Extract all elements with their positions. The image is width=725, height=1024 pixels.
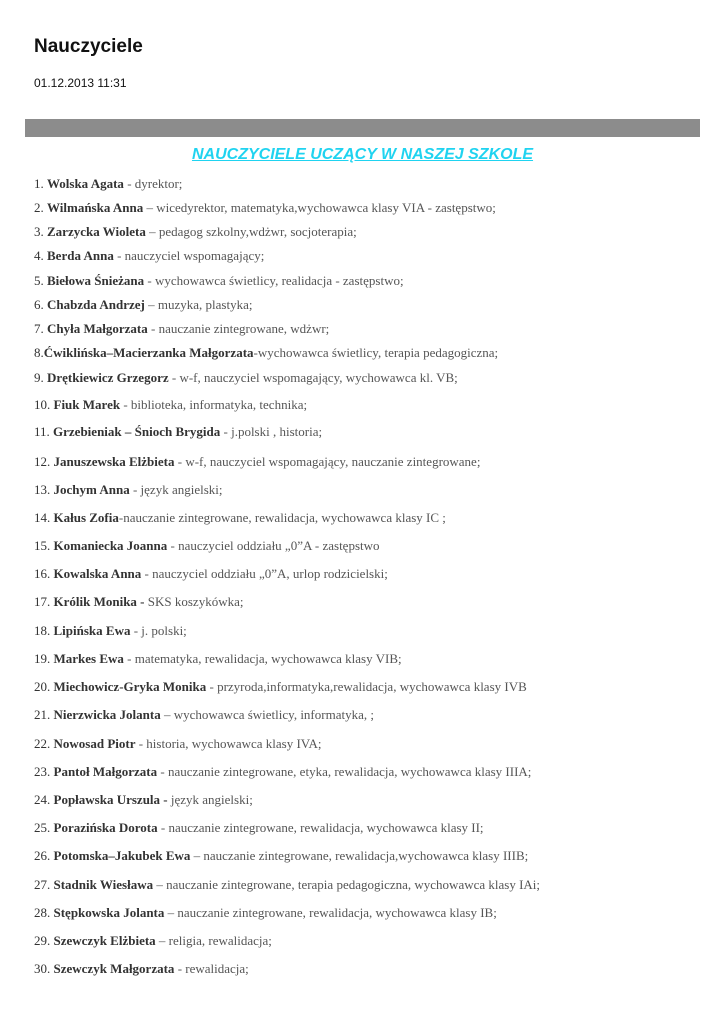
teacher-role: - wychowawca świetlicy, realidacja - zastępstwo; xyxy=(144,273,404,288)
teacher-role: – pedagog szkolny,wdżwr, socjoterapia; xyxy=(145,224,357,239)
teacher-role: - nauczyciel wspomagający; xyxy=(113,248,265,263)
list-item xyxy=(34,176,182,192)
teacher-name: Biełowa Śnieżana xyxy=(47,273,145,288)
teacher-role: – nauczanie zintegrowane, terapia pedagogiczna, wychowawca klasy IAi; xyxy=(153,877,541,892)
teacher-name: Wolska Agata xyxy=(47,176,124,191)
teacher-name: Kowalska Anna xyxy=(53,566,142,581)
teacher-role: – nauczanie zintegrowane, rewalidacja,wychowawca klasy IIIB; xyxy=(190,848,529,863)
list-item xyxy=(34,345,498,361)
teacher-role: - j. polski; xyxy=(130,623,187,638)
teacher-name: Chyła Małgorzata xyxy=(47,321,148,336)
list-item xyxy=(34,424,322,440)
teacher-number: 9. xyxy=(34,370,47,385)
list-item xyxy=(34,273,404,289)
teacher-number: 3. xyxy=(34,224,47,239)
teacher-name: Szewczyk Elżbieta xyxy=(53,933,156,948)
list-item xyxy=(34,707,374,723)
teacher-number: 5. xyxy=(34,273,47,288)
teacher-role: - przyroda,informatyka,rewalidacja, wychowawca klasy IVB xyxy=(206,679,527,694)
teacher-number: 21. xyxy=(34,707,54,722)
teacher-name: Stadnik Wiesława xyxy=(53,877,154,892)
list-item xyxy=(34,623,187,639)
teacher-name: Berda Anna xyxy=(47,248,114,263)
teacher-name: Komaniecka Joanna xyxy=(53,538,168,553)
teacher-role: - nauczyciel oddziału „0”A, urlop rodzicielski; xyxy=(141,566,388,581)
teacher-role: – religia, rewalidacja; xyxy=(155,933,272,948)
list-item xyxy=(34,248,264,264)
teacher-role: SKS koszykówka; xyxy=(144,594,244,609)
teacher-name: Wilmańska Anna xyxy=(47,200,144,215)
teacher-name: Nowosad Piotr xyxy=(53,736,136,751)
teacher-role: - historia, wychowawca klasy IVA; xyxy=(135,736,322,751)
teacher-number: 29. xyxy=(34,933,54,948)
teacher-name: Januszewska Elżbieta xyxy=(53,454,175,469)
teacher-number: 15. xyxy=(34,538,54,553)
teacher-name: Kałus Zofia xyxy=(53,510,119,525)
teacher-number: 30. xyxy=(34,961,54,976)
list-item xyxy=(34,848,528,864)
teacher-number: 24. xyxy=(34,792,54,807)
list-item xyxy=(34,679,527,695)
list-item xyxy=(34,594,243,610)
teacher-name: Zarzycka Wioleta xyxy=(47,224,146,239)
list-item xyxy=(34,764,531,780)
teacher-number: 8. xyxy=(34,345,44,360)
teacher-role: - rewalidacja; xyxy=(174,961,249,976)
teacher-name: Lipińska Ewa xyxy=(53,623,131,638)
teacher-name: Markes Ewa xyxy=(53,651,124,666)
teacher-number: 20. xyxy=(34,679,54,694)
teacher-role: - matematyka, rewalidacja, wychowawca klasy VIB; xyxy=(123,651,402,666)
teacher-number: 14. xyxy=(34,510,54,525)
teacher-number: 28. xyxy=(34,905,54,920)
list-item xyxy=(34,566,388,582)
list-item xyxy=(34,510,446,526)
teacher-name: Potomska–Jakubek Ewa xyxy=(53,848,191,863)
list-item xyxy=(34,200,496,216)
teacher-name: Drętkiewicz Grzegorz xyxy=(47,370,169,385)
teacher-number: 1. xyxy=(34,176,47,191)
teacher-number: 6. xyxy=(34,297,47,312)
teacher-number: 23. xyxy=(34,764,54,779)
list-item xyxy=(34,538,380,554)
page-date: 01.12.2013 11:31 xyxy=(34,76,127,90)
teacher-role: - nauczanie zintegrowane, rewalidacja, wychowawca klasy II; xyxy=(157,820,484,835)
teacher-name: Stępkowska Jolanta xyxy=(53,905,165,920)
teacher-number: 12. xyxy=(34,454,54,469)
teacher-name: Grzebieniak – Śnioch Brygida xyxy=(53,424,221,439)
list-item xyxy=(34,933,272,949)
teacher-number: 10. xyxy=(34,397,54,412)
teacher-number: 26. xyxy=(34,848,54,863)
teacher-name: Miechowicz-Gryka Monika xyxy=(53,679,207,694)
teacher-number: 25. xyxy=(34,820,54,835)
teacher-name: Pantoł Małgorzata xyxy=(53,764,158,779)
list-item xyxy=(34,297,252,313)
teacher-role: - w-f, nauczyciel wspomagający, wychowawca kl. VB; xyxy=(168,370,458,385)
teacher-number: 16. xyxy=(34,566,54,581)
list-item xyxy=(34,482,223,498)
section-bar xyxy=(25,119,700,137)
teacher-role: - j.polski , historia; xyxy=(220,424,323,439)
list-item xyxy=(34,454,480,470)
teacher-role: -nauczanie zintegrowane, rewalidacja, wychowawca klasy IC ; xyxy=(118,510,446,525)
section-heading: NAUCZYCIELE UCZĄCY W NASZEJ SZKOLE xyxy=(191,146,534,163)
teacher-role: - w-f, nauczyciel wspomagający, nauczanie zintegrowane; xyxy=(174,454,481,469)
list-item xyxy=(34,905,497,921)
teacher-name: Popławska Urszula - xyxy=(53,792,168,807)
teacher-role: -wychowawca świetlicy, terapia pedagogiczna; xyxy=(253,345,499,360)
teacher-number: 18. xyxy=(34,623,54,638)
list-item xyxy=(34,961,249,977)
list-item xyxy=(34,792,253,808)
teacher-number: 19. xyxy=(34,651,54,666)
list-item xyxy=(34,651,402,667)
list-item xyxy=(34,321,329,337)
teacher-name: Porazińska Dorota xyxy=(53,820,158,835)
list-item xyxy=(34,224,357,240)
page-title: Nauczyciele xyxy=(34,36,143,57)
list-item xyxy=(34,397,307,413)
teacher-name: Szewczyk Małgorzata xyxy=(53,961,175,976)
teacher-role: – wicedyrektor, matematyka,wychowawca klasy VIA - zastępstwo; xyxy=(143,200,496,215)
teacher-role: - nauczanie zintegrowane, wdżwr; xyxy=(147,321,330,336)
teacher-name: Fiuk Marek xyxy=(53,397,121,412)
teacher-role: - nauczyciel oddziału „0”A - zastępstwo xyxy=(167,538,380,553)
teacher-number: 27. xyxy=(34,877,54,892)
list-item xyxy=(34,736,322,752)
teacher-role: - język angielski; xyxy=(129,482,223,497)
teacher-role: – muzyka, plastyka; xyxy=(144,297,253,312)
teacher-name: Królik Monika - xyxy=(53,594,145,609)
teacher-number: 7. xyxy=(34,321,47,336)
teacher-number: 22. xyxy=(34,736,54,751)
teacher-name: Nierzwicka Jolanta xyxy=(53,707,161,722)
teacher-name: Jochym Anna xyxy=(53,482,130,497)
teacher-role: - biblioteka, informatyka, technika; xyxy=(120,397,308,412)
list-item xyxy=(34,370,458,386)
teacher-role: – nauczanie zintegrowane, rewalidacja, wychowawca klasy IB; xyxy=(164,905,497,920)
list-item xyxy=(34,820,484,836)
teacher-number: 17. xyxy=(34,594,54,609)
teacher-role: - dyrektor; xyxy=(123,176,183,191)
teacher-name: Chabzda Andrzej xyxy=(47,297,145,312)
teacher-name: Ćwiklińska–Macierzanka Małgorzata xyxy=(43,345,254,360)
list-item xyxy=(34,877,540,893)
teacher-number: 2. xyxy=(34,200,47,215)
teacher-number: 13. xyxy=(34,482,54,497)
teacher-number: 4. xyxy=(34,248,47,263)
teacher-number: 11. xyxy=(34,424,54,439)
teacher-role: - nauczanie zintegrowane, etyka, rewalidacja, wychowawca klasy IIIA; xyxy=(157,764,532,779)
teacher-role: język angielski; xyxy=(167,792,253,807)
teacher-role: – wychowawca świetlicy, informatyka, ; xyxy=(160,707,374,722)
